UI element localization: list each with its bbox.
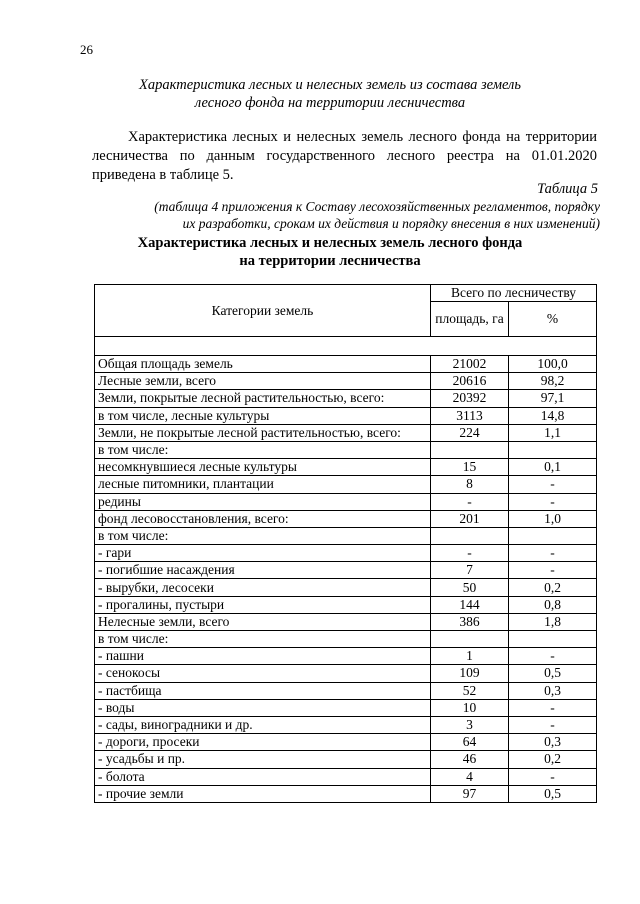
row-label: - погибшие насаждения <box>95 562 431 579</box>
row-label: - прогалины, пустыри <box>95 596 431 613</box>
row-label: Нелесные земли, всего <box>95 613 431 630</box>
table-note-line-2: их разработки, срокам их действия и порядку внесения в них изменений) <box>182 216 600 231</box>
row-percent: 1,0 <box>509 510 597 527</box>
table-note <box>88 198 600 232</box>
spacer-cell <box>95 337 597 356</box>
row-label: несомкнувшиеся лесные культуры <box>95 459 431 476</box>
row-percent <box>509 441 597 458</box>
row-area: - <box>431 545 509 562</box>
section-title-line-1: Характеристика лесных и нелесных земель из состава земель <box>139 77 521 93</box>
row-percent <box>509 631 597 648</box>
table-row <box>95 390 597 407</box>
row-area: 201 <box>431 510 509 527</box>
table-row <box>95 613 597 630</box>
row-percent: - <box>509 545 597 562</box>
table-row <box>95 768 597 785</box>
row-label: - гари <box>95 545 431 562</box>
row-percent: - <box>509 562 597 579</box>
row-label: лесные питомники, плантации <box>95 476 431 493</box>
table-row <box>95 785 597 802</box>
row-label: в том числе, лесные культуры <box>95 407 431 424</box>
table-row <box>95 699 597 716</box>
row-area: 20616 <box>431 373 509 390</box>
row-area <box>431 527 509 544</box>
table-row <box>95 682 597 699</box>
row-percent: 98,2 <box>509 373 597 390</box>
header-category: Категории земель <box>95 285 431 337</box>
row-label: - сады, виноградники и др. <box>95 716 431 733</box>
table-row <box>95 648 597 665</box>
row-percent: 1,1 <box>509 424 597 441</box>
row-percent: - <box>509 768 597 785</box>
table-row <box>95 631 597 648</box>
page-number: 26 <box>80 42 93 57</box>
row-area: 46 <box>431 751 509 768</box>
row-area: 109 <box>431 665 509 682</box>
row-label: - усадьбы и пр. <box>95 751 431 768</box>
row-percent: 0,5 <box>509 665 597 682</box>
row-label: Лесные земли, всего <box>95 373 431 390</box>
row-area: 8 <box>431 476 509 493</box>
row-percent: 1,8 <box>509 613 597 630</box>
row-percent: - <box>509 716 597 733</box>
table-row <box>95 424 597 441</box>
row-label: - воды <box>95 699 431 716</box>
table-spacer-row <box>95 337 597 356</box>
row-label: - болота <box>95 768 431 785</box>
row-percent: - <box>509 476 597 493</box>
row-percent: 0,3 <box>509 734 597 751</box>
section-title <box>60 76 600 112</box>
table-row <box>95 751 597 768</box>
table-row <box>95 734 597 751</box>
table-row <box>95 356 597 373</box>
row-area: 50 <box>431 579 509 596</box>
row-area: 4 <box>431 768 509 785</box>
section-title-line-2: лесного фонда на территории лесничества <box>194 95 466 111</box>
row-area: 7 <box>431 562 509 579</box>
table-row <box>95 459 597 476</box>
row-label: Общая площадь земель <box>95 356 431 373</box>
table-body <box>95 337 597 803</box>
row-label: Земли, покрытые лесной растительностью, всего: <box>95 390 431 407</box>
row-percent: 14,8 <box>509 407 597 424</box>
table-row <box>95 493 597 510</box>
table-row <box>95 510 597 527</box>
row-area: 1 <box>431 648 509 665</box>
table-row <box>95 716 597 733</box>
table-title-line-2: на территории лесничества <box>239 253 421 269</box>
table-row <box>95 596 597 613</box>
table-row <box>95 441 597 458</box>
row-label: - пашни <box>95 648 431 665</box>
row-percent: 0,3 <box>509 682 597 699</box>
row-percent: 0,1 <box>509 459 597 476</box>
row-label: - пастбища <box>95 682 431 699</box>
row-area: 21002 <box>431 356 509 373</box>
row-percent: 0,8 <box>509 596 597 613</box>
row-label: Земли, не покрытые лесной растительностью, всего: <box>95 424 431 441</box>
row-area: 386 <box>431 613 509 630</box>
table-row <box>95 562 597 579</box>
table-title <box>60 234 600 270</box>
row-percent: 97,1 <box>509 390 597 407</box>
row-area: 64 <box>431 734 509 751</box>
row-label: - прочие земли <box>95 785 431 802</box>
row-area: 144 <box>431 596 509 613</box>
row-area: 10 <box>431 699 509 716</box>
row-area <box>431 441 509 458</box>
row-percent: - <box>509 699 597 716</box>
row-area: 3 <box>431 716 509 733</box>
header-group: Всего по лесничеству <box>431 285 597 302</box>
row-label: в том числе: <box>95 441 431 458</box>
table-row <box>95 476 597 493</box>
table-title-line-1: Характеристика лесных и нелесных земель лесного фонда <box>137 235 523 251</box>
header-area: площадь, га <box>431 302 509 337</box>
table-row <box>95 527 597 544</box>
row-label: в том числе: <box>95 527 431 544</box>
row-label: редины <box>95 493 431 510</box>
table-row <box>95 407 597 424</box>
row-percent <box>509 527 597 544</box>
row-area: 224 <box>431 424 509 441</box>
row-label: - сенокосы <box>95 665 431 682</box>
row-label: - вырубки, лесосеки <box>95 579 431 596</box>
row-label: в том числе: <box>95 631 431 648</box>
row-area: 15 <box>431 459 509 476</box>
header-percent: % <box>509 302 597 337</box>
table-row <box>95 579 597 596</box>
table-row <box>95 665 597 682</box>
row-area: 52 <box>431 682 509 699</box>
row-area: 97 <box>431 785 509 802</box>
table-caption: Таблица 5 <box>537 181 598 197</box>
table-row <box>95 545 597 562</box>
table-row <box>95 373 597 390</box>
row-percent: - <box>509 493 597 510</box>
intro-paragraph: Характеристика лесных и нелесных земель лесного фонда на территории лесничества по данным государственного лесного реестра на 01.01.2020 приведена в таблице 5. <box>92 129 597 183</box>
row-percent: 100,0 <box>509 356 597 373</box>
land-categories-table <box>94 284 597 803</box>
row-percent: 0,2 <box>509 751 597 768</box>
row-area <box>431 631 509 648</box>
table-note-line-1: (таблица 4 приложения к Составу лесохозяйственных регламентов, порядку <box>154 199 600 214</box>
row-label: фонд лесовосстановления, всего: <box>95 510 431 527</box>
row-area: - <box>431 493 509 510</box>
row-label: - дороги, просеки <box>95 734 431 751</box>
row-area: 3113 <box>431 407 509 424</box>
row-percent: 0,2 <box>509 579 597 596</box>
row-percent: - <box>509 648 597 665</box>
row-percent: 0,5 <box>509 785 597 802</box>
row-area: 20392 <box>431 390 509 407</box>
